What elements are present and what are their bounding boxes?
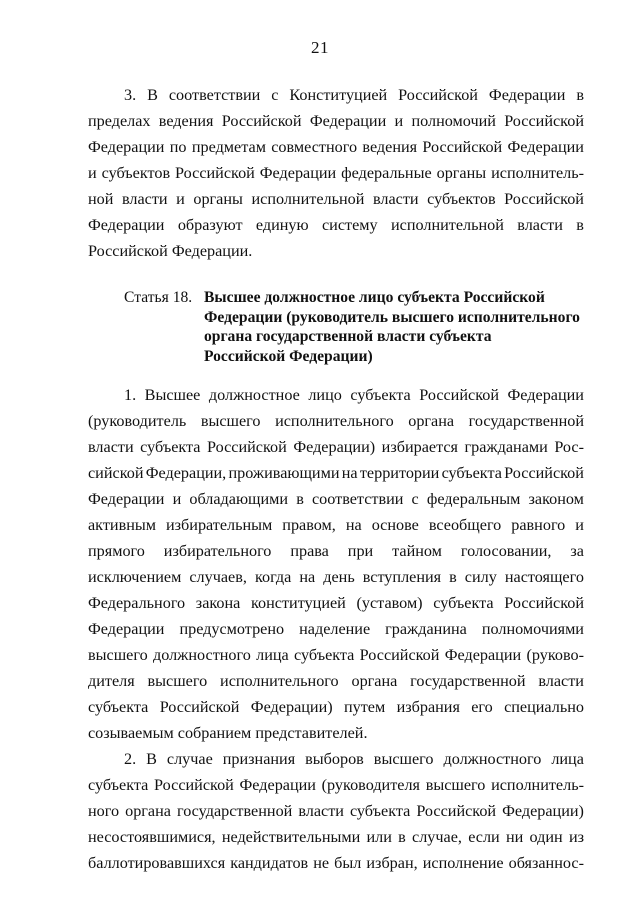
word: голосовании, [460, 542, 552, 560]
text-line [88, 642, 584, 668]
word: органа [408, 412, 455, 430]
word: несостоявшимися, [88, 828, 216, 846]
word: и [575, 516, 584, 534]
word: 3. [124, 86, 137, 104]
article-title-line: органа государственной власти субъекта [204, 328, 492, 345]
word: высшего [373, 750, 434, 768]
word: Высшее [144, 386, 201, 404]
word: гражданина [385, 620, 467, 638]
word: наделение [299, 620, 371, 638]
word: соответствии [311, 490, 404, 508]
word: в [449, 568, 457, 586]
word: власти [121, 190, 168, 208]
word: Российской Федерации. [88, 242, 253, 260]
word: вступления [362, 568, 442, 586]
word: полномочиями [481, 620, 584, 638]
text-line [88, 82, 584, 108]
word: исполнитель- [491, 776, 584, 794]
word: законом [528, 490, 584, 508]
text-line [88, 616, 584, 642]
word: субъекта [88, 776, 149, 794]
text-line [88, 564, 584, 590]
word: субъекта [349, 802, 411, 820]
article-18-text [88, 382, 584, 876]
word: (руководитель [88, 412, 187, 430]
word: Федерации) [502, 802, 584, 820]
text-line [88, 108, 584, 134]
word: его [471, 698, 493, 716]
word: должностного [443, 750, 542, 768]
word: случаев, [189, 568, 247, 586]
text-line [88, 408, 584, 434]
text-line [88, 460, 584, 486]
word: проживающими [228, 464, 340, 482]
word: Российской [207, 438, 287, 456]
word: ведения [362, 138, 418, 156]
word: за [570, 542, 584, 560]
word: и [172, 490, 182, 508]
word: путем [343, 698, 386, 716]
word: в [576, 86, 584, 104]
word: исполнительной [390, 216, 504, 234]
word: всеобщего [428, 516, 502, 534]
word: на [341, 464, 358, 482]
word: федеральные [341, 164, 432, 182]
word: субъектов [427, 190, 496, 208]
word: Российской [221, 112, 302, 130]
word: органа [351, 672, 398, 690]
word: власти [517, 216, 563, 234]
text-line [88, 212, 584, 238]
article-title-line: Федерации (руководитель высшего исполнительного [204, 308, 580, 326]
word: предусмотрено [179, 620, 285, 638]
word: Федерации [259, 164, 337, 182]
word: совместного [271, 138, 358, 156]
word: Федерации [88, 620, 165, 638]
word: по [169, 138, 187, 156]
word: предметам [191, 138, 266, 156]
word: органы [193, 190, 243, 208]
word: единую [255, 216, 309, 234]
word: власти [298, 802, 344, 820]
word: ного [88, 802, 120, 820]
word: признания [222, 750, 296, 768]
text-line [88, 798, 584, 824]
word: высшего [425, 776, 486, 794]
word: и [176, 190, 185, 208]
word: сийской [88, 464, 144, 482]
word: 1. [124, 386, 137, 404]
word: Российской [159, 698, 240, 716]
word: лица [256, 646, 289, 664]
text-line [88, 486, 584, 512]
word: органа [125, 802, 171, 820]
word: Конституцией [289, 86, 388, 104]
word: избирательного [163, 542, 272, 560]
word: основе [371, 516, 419, 534]
word: если [468, 828, 500, 846]
word: Российской [359, 646, 440, 664]
word: когда [254, 568, 292, 586]
word: избран, [366, 854, 418, 872]
word: власти [538, 672, 584, 690]
word: созываемым собранием представителей. [88, 724, 368, 742]
word: государственной [410, 672, 526, 690]
word: Федерации [507, 138, 584, 156]
word: Федерации [488, 86, 566, 104]
word: активным [88, 516, 156, 534]
word: субъекта [441, 464, 502, 482]
word: тайном [392, 542, 442, 560]
word: из [568, 828, 584, 846]
word: (руково- [526, 646, 584, 664]
word: субъекта [88, 698, 149, 716]
word: лицо [308, 386, 342, 404]
word: исполнительного [220, 672, 339, 690]
word: власти [372, 190, 419, 208]
article-title-line: Российской Федерации) [204, 347, 373, 365]
word: субъекта [350, 386, 411, 404]
word: Российской [416, 802, 497, 820]
word: Федерации [309, 112, 387, 130]
word: обязаннос- [508, 854, 584, 872]
word: Федерации [239, 776, 316, 794]
word: государственной [468, 412, 584, 430]
word: гражданами [464, 438, 548, 456]
word: специально [504, 698, 584, 716]
word: Российской [422, 138, 503, 156]
word: исполнительной [251, 190, 365, 208]
text-line [88, 850, 584, 876]
word: с [271, 86, 279, 104]
page-number: 21 [311, 38, 329, 57]
text-line-last [88, 720, 584, 746]
text-line [88, 160, 584, 186]
word: государственной [176, 802, 293, 820]
word: Федерации) [293, 438, 376, 456]
word: прямого [88, 542, 145, 560]
word: баллотировавшихся [88, 854, 226, 872]
word: один [529, 828, 563, 846]
text-line [88, 434, 584, 460]
word: Российской [419, 386, 499, 404]
word: ной [88, 190, 114, 208]
word: Российской [175, 164, 255, 182]
word: (руководителя [321, 776, 420, 794]
word: власти [88, 438, 134, 456]
word: избрания [396, 698, 460, 716]
text-line [88, 746, 584, 772]
word: органы [436, 164, 487, 182]
word: закона [195, 594, 241, 612]
word: и [88, 164, 97, 182]
word: (уставом) [356, 594, 423, 612]
word: ведения [158, 112, 214, 130]
word: и [394, 112, 404, 130]
word: был [334, 854, 362, 872]
word: Федерации, [145, 464, 227, 482]
word: лица [551, 750, 584, 768]
word: Российской [504, 190, 584, 208]
word: права [290, 542, 329, 560]
word: избирательным [165, 516, 273, 534]
word: выборов [305, 750, 364, 768]
word: субъекта [140, 438, 201, 456]
word: день [323, 568, 355, 586]
word: Федерации [88, 490, 165, 508]
word: субъекта [433, 594, 494, 612]
word: соответствии [168, 86, 261, 104]
text-line [88, 824, 584, 850]
text-line [88, 512, 584, 538]
word: высшего [200, 412, 261, 430]
word: высшего [88, 646, 148, 664]
word: высшего [147, 672, 208, 690]
text-line [88, 134, 584, 160]
word: или [366, 828, 392, 846]
word: обладающими [189, 490, 289, 508]
paragraph-3 [88, 82, 584, 264]
word: должностного [152, 646, 251, 664]
article-label: Статья 18. [124, 289, 193, 306]
text-line [88, 590, 584, 616]
word: конституцией [251, 594, 346, 612]
word: пределах [88, 112, 151, 130]
word: на [345, 516, 362, 534]
word: равного [511, 516, 566, 534]
word: исключением [88, 568, 182, 586]
article-title-line: Высшее должностное лицо субъекта Российской [204, 289, 545, 306]
word: исполнительного [275, 412, 394, 430]
word: кандидатов [230, 854, 309, 872]
word: не [313, 854, 330, 872]
word: Российской [398, 86, 478, 104]
word: на [299, 568, 316, 586]
word: Федерации [444, 646, 522, 664]
word: исполнение [422, 854, 504, 872]
word: силу [464, 568, 497, 586]
word: Федерации [507, 386, 584, 404]
article-title [204, 288, 594, 366]
word: случае [166, 750, 213, 768]
word: Федерального [88, 594, 186, 612]
word: субъектов [101, 164, 171, 182]
word: Российской [154, 776, 234, 794]
word: дителя [88, 672, 135, 690]
word: Федерации [88, 138, 165, 156]
word: Российской [504, 112, 584, 130]
word: территории [359, 464, 440, 482]
word: в [296, 490, 304, 508]
text-line [88, 772, 584, 798]
word: правом, [282, 516, 336, 534]
word: систему [321, 216, 378, 234]
word: Федерации [88, 216, 165, 234]
word: должностное [208, 386, 300, 404]
text-line [88, 186, 584, 212]
text-line-last [88, 238, 584, 264]
word: 2. [124, 750, 137, 768]
word: в [398, 828, 406, 846]
word: Рос- [554, 438, 584, 456]
word: образуют [177, 216, 243, 234]
word: избирается [381, 438, 458, 456]
text-line [88, 382, 584, 408]
word: исполнитель- [491, 164, 584, 182]
text-line [88, 668, 584, 694]
word: настоящего [504, 568, 584, 586]
word: с [411, 490, 419, 508]
word: в [576, 216, 584, 234]
text-line [88, 694, 584, 720]
word: ни [505, 828, 524, 846]
word: субъекта [294, 646, 355, 664]
word: В [146, 750, 157, 768]
word: при [347, 542, 374, 560]
word: Российской [504, 464, 584, 482]
word: Федерации) [250, 698, 333, 716]
word: полномочий [411, 112, 496, 130]
word: Российской [504, 594, 584, 612]
word: случае, [412, 828, 462, 846]
text-line [88, 538, 584, 564]
word: федеральным [426, 490, 521, 508]
word: недействительными [221, 828, 361, 846]
word: В [147, 86, 158, 104]
